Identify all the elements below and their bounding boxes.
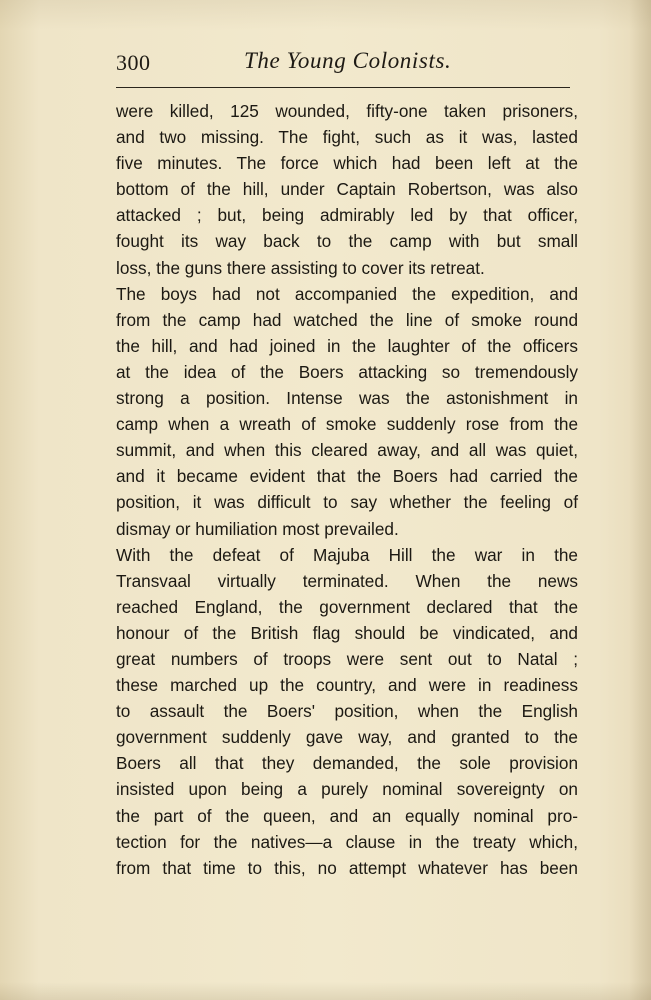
text-line: honour of the British flag should be vindicated, and (116, 622, 578, 643)
text-line: loss, the guns there assisting to cover its retreat. (116, 257, 485, 278)
page-number: 300 (116, 50, 151, 75)
page-top-shading (0, 0, 651, 30)
text-line: attacked ; but, being admirably led by that officer, (116, 205, 578, 226)
text-line: camp when a wreath of smoke suddenly rose from the (116, 414, 578, 435)
text-line: government suddenly gave way, and granted to the (116, 727, 578, 748)
text-line: great numbers of troops were sent out to Natal ; (116, 648, 578, 669)
text-line: to assault the Boers' position, when the English (116, 701, 578, 722)
text-line: reached England, the government declared that the (116, 596, 578, 617)
text-line: Boers all that they demanded, the sole provision (116, 753, 578, 774)
text-line: tection for the natives—a clause in the treaty which, (116, 831, 578, 852)
text-line: bottom of the hill, under Captain Robertson, was also (116, 179, 578, 200)
running-title: The Young Colonists. (244, 48, 452, 73)
text-line: from that time to this, no attempt whatever has been (116, 857, 578, 878)
text-line: With the defeat of Majuba Hill the war in the (116, 544, 578, 565)
text-line: at the idea of the Boers attacking so tremendously (116, 361, 578, 382)
text-line: were killed, 125 wounded, fifty-one taken prisoners, (116, 101, 578, 121)
text-line: insisted upon being a purely nominal sovereignty on (116, 779, 578, 800)
text-line: Transvaal virtually terminated. When the news (116, 570, 578, 591)
page-bottom-shading (0, 982, 651, 1000)
text-line: the part of the queen, and an equally nominal pro- (116, 805, 578, 826)
text-line: from the camp had watched the line of smoke round (116, 309, 578, 330)
text-line: The boys had not accompanied the expedition, and (116, 283, 578, 304)
text-line: fought its way back to the camp with but small (116, 231, 578, 252)
text-line: position, it was difficult to say whether the feeling of (116, 492, 578, 513)
text-line: summit, and when this cleared away, and all was quiet, (116, 440, 578, 461)
text-line: dismay or humiliation most prevailed. (116, 518, 399, 539)
header-rule (116, 87, 570, 88)
text-line: and two missing. The fight, such as it was, lasted (116, 127, 578, 148)
text-line: strong a position. Intense was the astonishment in (116, 388, 578, 409)
text-line: five minutes. The force which had been left at the (116, 153, 578, 174)
page-right-shading (629, 0, 651, 1000)
body-text (116, 98, 578, 881)
text-line: and it became evident that the Boers had carried the (116, 466, 578, 487)
text-line: these marched up the country, and were in readiness (116, 675, 578, 696)
text-line: the hill, and had joined in the laughter of the officers (116, 335, 578, 356)
page-header (116, 46, 586, 80)
